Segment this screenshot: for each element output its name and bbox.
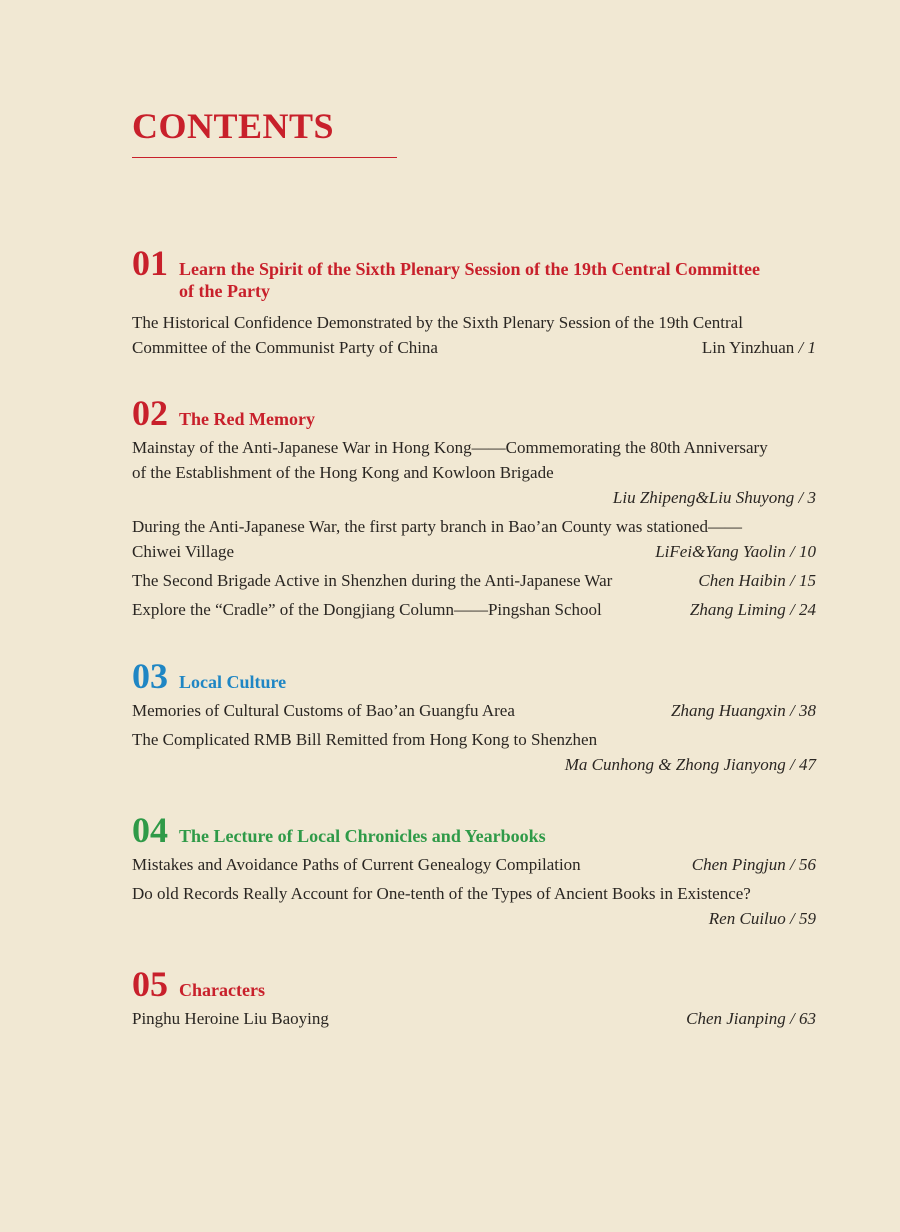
entry-author: Lin Yinzhuan — [701, 338, 795, 357]
entry-author: Chen Haibin — [698, 571, 786, 590]
entry-title-continued: Chiwei Village — [132, 542, 235, 561]
section-number: 01 — [132, 243, 168, 283]
section-number: 05 — [132, 964, 168, 1004]
section-header — [132, 245, 816, 281]
entry-author: Chen Jianping — [686, 1009, 786, 1028]
entry-author: Ma Cunhong & Zhong Jianyong — [564, 755, 786, 774]
entry-byline: Ma Cunhong & Zhong Jianyong / 47 — [564, 755, 816, 774]
section-title: Local Culture — [179, 672, 287, 692]
section-number: 04 — [132, 810, 168, 850]
section-title: The Red Memory — [179, 409, 315, 429]
entry-page: 59 — [799, 909, 816, 928]
entry-title: Pinghu Heroine Liu Baoying — [132, 1009, 329, 1028]
entry-byline: Liu Zhipeng&Liu Shuyong / 3 — [612, 488, 816, 507]
entry-author: Chen Pingjun — [691, 855, 786, 874]
section-number: 03 — [132, 656, 168, 696]
entry-page: 38 — [799, 701, 816, 720]
entry-page: 24 — [799, 600, 816, 619]
entry-title: Mainstay of the Anti-Japanese War in Hong Kong——Commemorating the 80th Anniversary — [132, 438, 768, 457]
title-underline — [132, 157, 397, 158]
entry-page: 56 — [799, 855, 816, 874]
entry-author: LiFei&Yang Yaolin — [655, 542, 786, 561]
toc-entry[interactable] — [132, 881, 816, 931]
section-header — [132, 966, 816, 1002]
toc-entry[interactable] — [132, 727, 816, 777]
section-title: Learn the Spirit of the Sixth Plenary Session of the 19th Central Committee — [179, 259, 760, 279]
entry-page: 10 — [799, 542, 816, 561]
entry-title: Explore the “Cradle” of the Dongjiang Column——Pingshan School — [132, 600, 602, 619]
section-title: The Lecture of Local Chronicles and Yearbooks — [179, 826, 546, 846]
section-header — [132, 658, 816, 694]
entry-page: 15 — [799, 571, 816, 590]
entry-page: 63 — [799, 1009, 816, 1028]
section-05 — [132, 966, 816, 1031]
entry-title: The Complicated RMB Bill Remitted from Hong Kong to Shenzhen — [132, 730, 598, 749]
toc-entry[interactable] — [132, 597, 816, 622]
toc-entry[interactable] — [132, 435, 816, 510]
entry-title-continued: of the Establishment of the Hong Kong and Kowloon Brigade — [132, 463, 554, 482]
entry-title: The Historical Confidence Demonstrated by the Sixth Plenary Session of the 19th Central — [132, 313, 743, 332]
entry-byline: Lin Yinzhuan / 1 — [701, 338, 816, 357]
entry-title-continued: Committee of the Communist Party of China — [132, 338, 438, 357]
entry-page: 1 — [807, 338, 816, 357]
toc-entry[interactable] — [132, 514, 816, 564]
section-04 — [132, 812, 816, 931]
toc-entry[interactable] — [132, 1006, 816, 1031]
page-title: CONTENTS — [132, 106, 335, 146]
section-number: 02 — [132, 393, 168, 433]
section-title-continued: of the Party — [179, 281, 270, 301]
entry-title: The Second Brigade Active in Shenzhen during the Anti-Japanese War — [132, 571, 613, 590]
entry-title: Memories of Cultural Customs of Bao’an Guangfu Area — [132, 701, 515, 720]
entry-author: Liu Zhipeng&Liu Shuyong — [612, 488, 795, 507]
entry-byline: Chen Pingjun / 56 — [691, 855, 816, 874]
entry-author: Zhang Liming — [689, 600, 786, 619]
entry-page: 47 — [799, 755, 816, 774]
entry-byline: Chen Jianping / 63 — [686, 1009, 816, 1028]
toc-entry[interactable] — [132, 852, 816, 877]
section-01 — [132, 245, 816, 360]
section-header — [132, 812, 816, 848]
toc-entry[interactable] — [132, 698, 816, 723]
section-03 — [132, 658, 816, 777]
entry-byline: LiFei&Yang Yaolin / 10 — [655, 542, 816, 561]
entry-byline: Zhang Huangxin / 38 — [671, 701, 816, 720]
entry-title: During the Anti-Japanese War, the first party branch in Bao’an County was stationed—— — [132, 517, 742, 536]
entry-byline: Chen Haibin / 15 — [698, 571, 816, 590]
entry-page: 3 — [807, 488, 816, 507]
entry-author: Zhang Huangxin — [671, 701, 786, 720]
entry-title: Mistakes and Avoidance Paths of Current Genealogy Compilation — [132, 855, 581, 874]
entry-byline: Zhang Liming / 24 — [689, 600, 816, 619]
toc-entry[interactable] — [132, 568, 816, 593]
section-header — [132, 395, 816, 431]
section-title: Characters — [179, 980, 265, 1000]
section-02 — [132, 395, 816, 622]
entry-byline: Ren Cuiluo / 59 — [708, 909, 816, 928]
entry-author: Ren Cuiluo — [708, 909, 786, 928]
toc-entry[interactable] — [132, 310, 816, 360]
entry-title: Do old Records Really Account for One-tenth of the Types of Ancient Books in Existence? — [132, 884, 751, 903]
